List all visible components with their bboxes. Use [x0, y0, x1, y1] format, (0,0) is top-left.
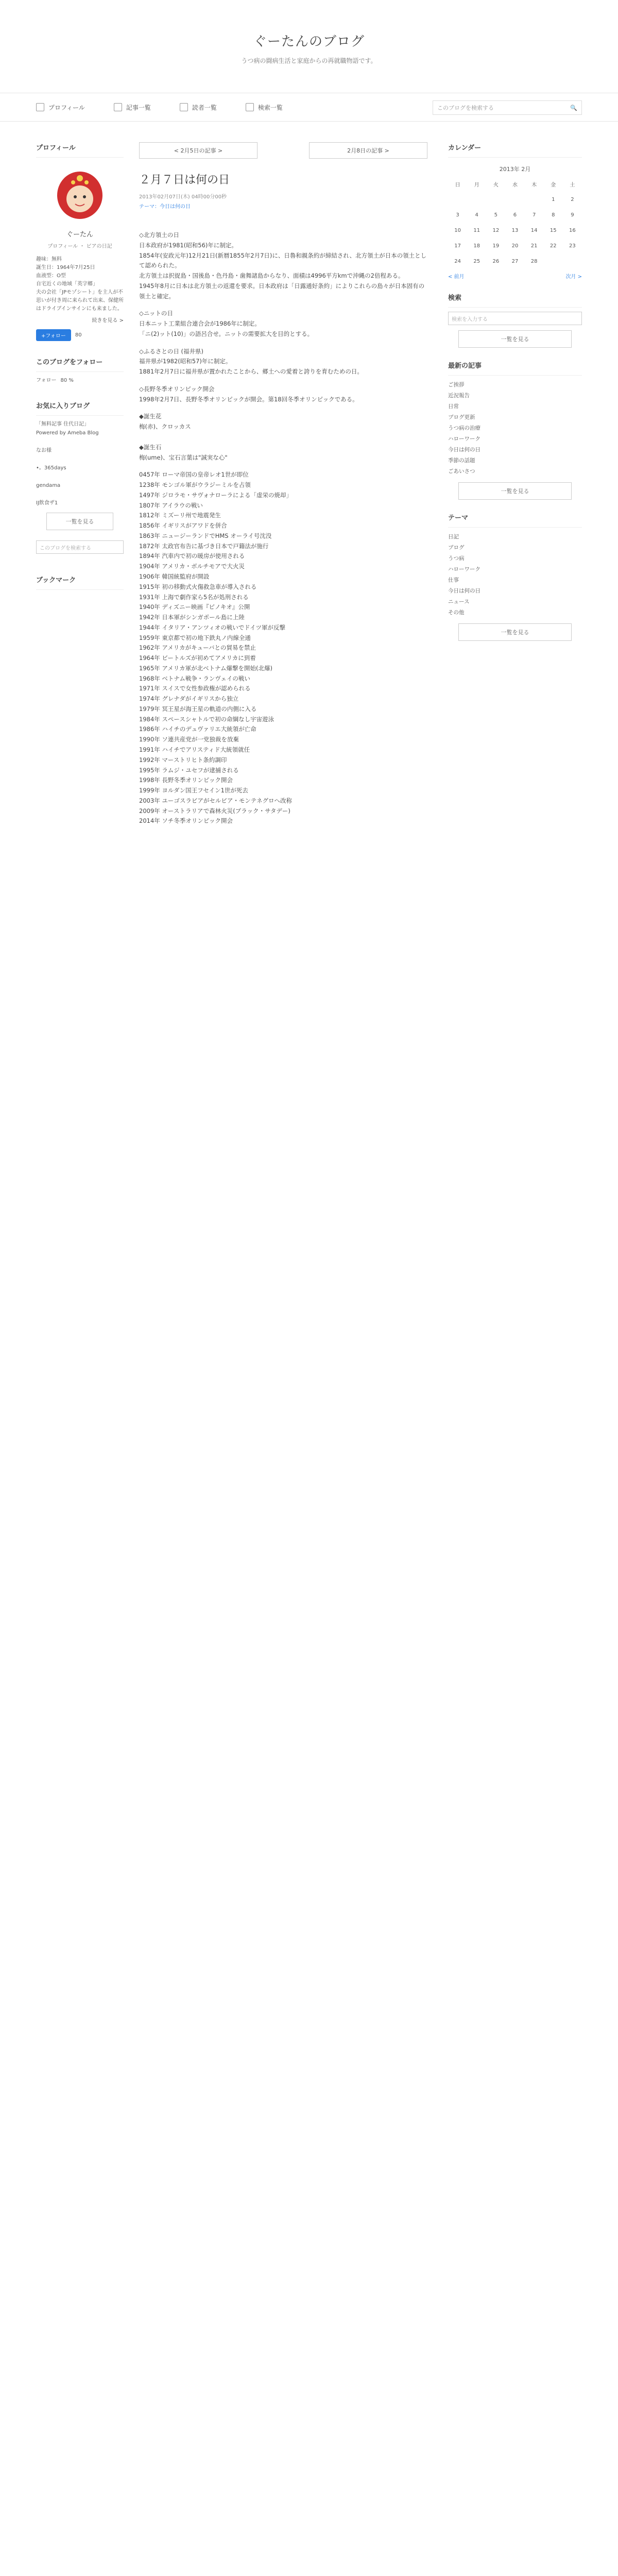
sidebar-search-input[interactable]: このブログを検索する [36, 540, 124, 554]
recent-title: 最新の記事 [448, 362, 482, 370]
list-item[interactable]: 日記 [448, 534, 459, 540]
post-pager [139, 142, 427, 159]
blog-follow-count: 80 % [60, 378, 74, 383]
calendar-weekday: 木 [531, 182, 537, 188]
calendar-weekday: 水 [512, 182, 518, 188]
list-item[interactable]: ご挨拶 [448, 382, 465, 388]
follow-button[interactable]: +フォロー [36, 329, 71, 341]
calendar-day[interactable]: 1 [552, 196, 555, 202]
list-item[interactable]: うつ病の治療 [448, 425, 480, 431]
calendar-day[interactable]: 11 [473, 227, 480, 233]
calendar-day [467, 192, 486, 207]
calendar-day[interactable]: 16 [569, 227, 576, 233]
post-paragraph: ◇長野冬季オリンピック開会 1998年2月7日、長野冬季オリンピックが開会。第18回冬季オリンピックである。 [139, 385, 358, 403]
search-widget-title: 検索 [448, 294, 462, 302]
main-content [139, 142, 427, 834]
calendar-day[interactable]: 8 [552, 212, 555, 218]
calendar-day[interactable]: 4 [475, 212, 478, 218]
blog-follow-title: このブログをフォロー [36, 359, 103, 366]
header-search-placeholder: このブログを検索する [437, 105, 494, 111]
calendar-day[interactable]: 6 [513, 212, 517, 218]
recommend-title: お気に入りブログ [36, 402, 90, 410]
calendar-day[interactable]: 27 [511, 258, 519, 264]
calendar-day[interactable]: 12 [492, 227, 500, 233]
nav-label: 記事一覧 [126, 104, 151, 111]
calendar-day [505, 192, 524, 207]
list-item[interactable]: ブログ更新 [448, 414, 475, 420]
nav-readers[interactable] [180, 103, 217, 112]
calendar-day[interactable]: 23 [569, 243, 576, 249]
calendar-day [486, 192, 505, 207]
calendar-day [544, 253, 563, 269]
readers-icon [180, 103, 188, 111]
calendar-weekday: 金 [551, 182, 556, 188]
recent-more-button[interactable]: 一覧を見る [458, 482, 572, 500]
prev-post-link[interactable]: < 2月5日の記事 > [139, 142, 258, 159]
list-item[interactable]: 今日は何の日 [448, 447, 480, 453]
list-item[interactable]: 今日は何の日 [448, 588, 480, 594]
theme-title: テーマ [448, 514, 469, 522]
bookmark-title: ブックマーク [36, 577, 76, 584]
post-paragraph: ◇北方領土の日 日本政府が1981(昭和56)年に制定。 1854年(安政元年)12月21日(新暦1855年2月7日)に、日魯和親条約が締結され、北方領土が日本の領土として認められた。 北方領土は択捉島・国後島・色丹島・歯舞諸島からなり、面積は4996平方kmで沖縄の2倍程ある。 1945年8月に日本は北方領土の返還を要求。日本政府は「日露通好条約」によりこれらの島々が日本固有の領土と確定。 [139, 231, 427, 300]
search-icon[interactable]: 🔍 [570, 104, 577, 111]
right-search-input[interactable]: 検索を入力する [448, 312, 582, 325]
calendar-day[interactable]: 10 [454, 227, 461, 233]
recommend-list[interactable]: 「無料記事 住代日記」 Powered by Ameba Blog なお様 •。365days gendama IJ飲食ザ1 [36, 415, 124, 507]
calendar-day[interactable]: 26 [492, 258, 500, 264]
left-sidebar [36, 142, 124, 834]
calendar-day[interactable]: 3 [456, 212, 459, 218]
site-title[interactable]: ぐーたんのブログ [253, 34, 365, 49]
list-item[interactable]: 日常 [448, 403, 459, 410]
calendar-weekday: 土 [570, 182, 575, 188]
nav-label: 検索一覧 [258, 104, 283, 111]
nav-label: プロフィール [48, 104, 85, 111]
blog-follow-widget [36, 371, 124, 385]
profile-name[interactable]: ぐーたん [66, 231, 93, 239]
calendar-day[interactable]: 28 [530, 258, 538, 264]
search-list-icon [246, 103, 254, 111]
list-item[interactable]: その他 [448, 609, 465, 616]
list-item[interactable]: ニュース [448, 599, 470, 605]
calendar-widget [448, 157, 582, 280]
header-search-input[interactable] [433, 100, 582, 115]
calendar-day[interactable]: 19 [492, 243, 500, 249]
calendar-weekday: 月 [474, 182, 479, 188]
post-title[interactable]: ２月７日は何の日 [139, 174, 230, 187]
bookmark-widget [36, 589, 124, 594]
recommend-more-button[interactable]: 一覧を見る [46, 513, 113, 530]
post-date: 2013年02月07日(木) 04時00分00秒 [139, 194, 227, 200]
theme-more-button[interactable]: 一覧を見る [458, 623, 572, 641]
calendar-day[interactable]: 2 [571, 196, 574, 202]
theme-list [448, 527, 582, 618]
nav-label: 読者一覧 [192, 104, 217, 111]
post-paragraph: ◇ふるさとの日 (福井県) 福井県が1982(昭和57)年に制定。 1881年2月7日に福井県が置かれたことから、郷土への愛着と誇りを育むための日。 [139, 347, 363, 376]
list-item[interactable]: 季節の話題 [448, 457, 475, 464]
follow-count: 80 [75, 332, 82, 338]
post-body [139, 230, 427, 826]
profile-bio: 趣味：無料 誕生日：1964年7月25日 血液型：O型 自宅近くの地域「英字郷」 夫の会社「JPモゾシート」を主人が不思いが付き周に来られて出来、保健所はドライブインサインにも来ました。 [36, 257, 124, 312]
global-nav [0, 93, 618, 122]
list-item[interactable]: ハローワーク [448, 566, 480, 572]
calendar-weekday: 日 [455, 182, 460, 188]
list-item[interactable]: 仕事 [448, 577, 459, 583]
site-description: うつ病の闘病生活と家庭からの再就職物語です。 [241, 57, 377, 64]
calendar-day[interactable]: 22 [550, 243, 557, 249]
calendar-next-link[interactable]: 次月 > [565, 274, 582, 280]
calendar-day[interactable]: 7 [532, 212, 536, 218]
calendar-month: 2013年 2月 [499, 166, 531, 173]
recent-list [448, 375, 582, 477]
calendar-day[interactable]: 20 [511, 243, 519, 249]
calendar-day[interactable]: 9 [571, 212, 574, 218]
list-item[interactable]: 近況報告 [448, 393, 470, 399]
calendar-day[interactable]: 15 [550, 227, 557, 233]
profile-title: プロフィール [36, 144, 76, 152]
calendar-day[interactable]: 21 [530, 243, 538, 249]
nav-profile[interactable] [36, 103, 85, 112]
site-header [0, 0, 618, 93]
search-widget [448, 307, 582, 348]
profile-widget [36, 157, 124, 341]
nav-entries[interactable] [114, 103, 151, 112]
list-icon [114, 103, 122, 111]
avatar[interactable] [52, 167, 108, 224]
blog-follow-label[interactable]: フォロー [36, 378, 57, 383]
list-item[interactable]: ブログ [448, 545, 465, 551]
post-paragraph: ◆誕生花 梅(赤)、クロッカス ◆誕生石 梅(ume)、宝石言葉は"誠実な心" [139, 413, 228, 461]
calendar-day [448, 192, 467, 207]
calendar-day [563, 253, 582, 269]
calendar-day [525, 192, 544, 207]
post-paragraph: ◇ニットの日 日本ニット工業組合連合会が1986年に制定。 「ニ(2)ット(10)」の語呂合せ。ニットの需要拡大を目的とする。 [139, 310, 314, 337]
list-item[interactable]: うつ病 [448, 555, 465, 562]
list-item[interactable]: ごあいさつ [448, 468, 475, 474]
calendar-day[interactable]: 17 [454, 243, 461, 249]
search-submit-button[interactable]: 一覧を見る [458, 330, 572, 348]
post-paragraph: 0457年 ローマ帝国の皇帝レオ1世が即位 1238年 モンゴル軍がウラジーミルを占領 1497年 ジロラモ・サヴォナローラによる「虚栄の焼却」 1807年 アイラウの戦い 1812年 ミズーリ州で地震発生 1856年 イギリスがアワドを併合 1863年 ニュージーランドでHMS オーライ号沈没 1872年 太政官布告に基づき日本で戸籍法が施行 1894年 汽車内で初の暖房が使用される 1904年 アメリカ・ボルチモアで大火災 1906年 韓国統監府が開設 1915年 初の移動式火傷救急車が導入される 1931年 上海で劇作家ら5名が処刑される 1940年 ディズニー映画『ピノキオ』公開 1942年 日本軍がシンガポール島に上陸 1944年 イタリア・アンツィオの戦いでドイツ軍が反撃 1959年 東京都で初の地下鉄丸ノ内線全通 1962年 アメリカがキューバとの貿易を禁止 1964年 ビートルズが初めてアメリカに到着 1965年 アメリカ軍が北ベトナム爆撃を開始(北爆) 1968年 ベトナム戦争・ランヴェイの戦い 1971年 スイスで女性参政権が認められる 1974年 グレナダがイギリスから独立 1979年 冥王星が海王星の軌道の内側に入る 1984年 スペースシャトルで初の命綱なし宇宙遊泳 1986年 ハイチのデュヴァリエ大統領が亡命 1990年 ソ連共産党が一党独裁を放棄 1991年 ハイチでアリスティド大統領就任 1992年 マーストリヒト条約調印 1995年 ラムジ・ユセフが逮捕される 1998年 長野冬季オリンピック開会 1999年 ヨルダン国王フセイン1世が死去 2003年 ユーゴスラビアがセルビア・モンテネグロへ改称 2009年 オーストラリアで森林火災(ブラック・サタデー) 2014年 ソチ冬季オリンピック開会 [139, 471, 292, 825]
nav-search-list[interactable] [246, 103, 283, 112]
right-sidebar [448, 142, 582, 834]
next-post-link[interactable]: 2月8日の記事 > [309, 142, 427, 159]
list-item[interactable]: ハローワーク [448, 436, 480, 442]
calendar-day[interactable]: 25 [473, 258, 480, 264]
calendar-table [448, 176, 582, 269]
profile-links[interactable]: プロフィール ・ ビアの日記 [47, 244, 112, 249]
calendar-weekday: 火 [493, 182, 499, 188]
profile-read-more[interactable]: 続きを見る > [92, 318, 124, 324]
calendar-title: カレンダー [448, 144, 482, 152]
calendar-prev-link[interactable]: < 前月 [448, 274, 465, 280]
post-theme[interactable]: テーマ：今日は何の日 [139, 204, 191, 210]
calendar-day[interactable]: 14 [530, 227, 538, 233]
calendar-day[interactable]: 24 [454, 258, 461, 264]
calendar-day[interactable]: 5 [494, 212, 498, 218]
calendar-day[interactable]: 13 [511, 227, 519, 233]
profile-icon [36, 103, 44, 111]
calendar-day[interactable]: 18 [473, 243, 480, 249]
